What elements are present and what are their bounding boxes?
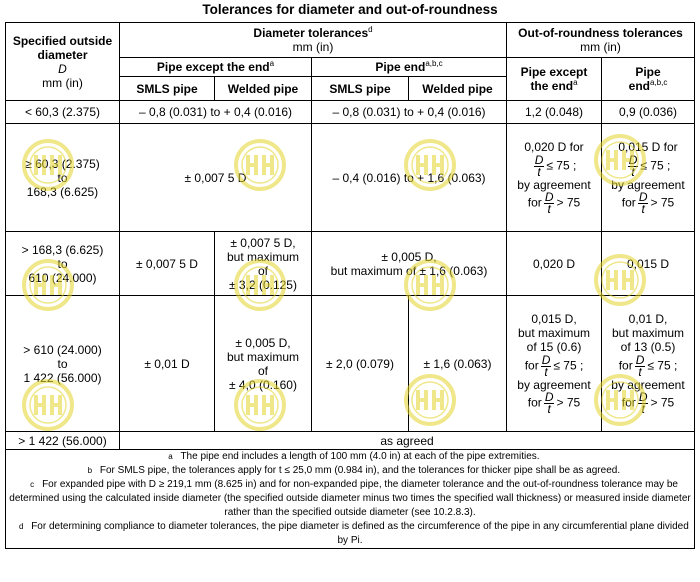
ratio-le-75: ≤ 75 ; (546, 158, 577, 173)
ratio-le-75: ≤ 75 ; (647, 358, 678, 373)
row3-od-l3: 610 (24.000) (28, 270, 97, 285)
footnote-text: The pipe end includes a length of 100 mm (4.0 in) at each of the pipe extremities. (180, 451, 540, 462)
row1-end-tolerance: – 0,8 (0.031) to + 0,4 (0.016) (312, 101, 507, 124)
footnote-c (8, 478, 692, 520)
row4-smls-body: ± 0,01 D (120, 296, 215, 432)
footnote-mark: b (87, 466, 93, 475)
footnote-text: For SMLS pipe, the tolerances apply for t ≤ 25,0 mm (0.984 in), and the tolerances for thicker pipe shall be as agreed. (99, 465, 621, 476)
ratio-fraction (534, 155, 545, 178)
ratio-fraction (635, 355, 646, 378)
row4-oor-body-l3: of 15 (0.6) (526, 340, 582, 354)
fraction-numerator: D (544, 390, 554, 404)
header-smls-body: SMLS pipe (120, 77, 215, 101)
row4-oor-end (602, 296, 695, 432)
row4-oor-end-l1: 0,01 D, (628, 312, 668, 326)
ratio-fraction (544, 392, 555, 415)
header-oor-end (602, 58, 695, 101)
fraction-denominator: t (537, 165, 541, 179)
row4-oor-end-l3: of 13 (0.5) (620, 340, 676, 354)
fraction-denominator: t (547, 202, 551, 216)
row4-welded-l2: but maximum (226, 349, 300, 364)
ratio-gt-75: > 75 (650, 395, 675, 410)
fraction-numerator: D (638, 390, 648, 404)
row2-oor-body (507, 124, 602, 232)
fraction-numerator: D (534, 153, 544, 167)
fraction-numerator: D (544, 190, 554, 204)
header-od-symbol: D (58, 61, 67, 76)
fraction-numerator: D (638, 190, 648, 204)
header-pipe-end-label: Pipe end (375, 60, 426, 74)
row3-od-l2: to (57, 256, 68, 271)
fraction-denominator: t (638, 365, 642, 379)
row5-as-agreed: as agreed (120, 432, 695, 450)
for-label: for (618, 358, 633, 373)
ratio-fraction (638, 192, 649, 215)
fraction-denominator: t (547, 402, 551, 416)
header-diameter-tolerances-label: Diameter tolerances (253, 26, 369, 40)
ratio-le-75: ≤ 75 ; (640, 158, 671, 173)
ratio-fraction (544, 192, 555, 215)
for-label: for (524, 358, 539, 373)
row3-od (6, 232, 120, 296)
fraction-numerator: D (541, 353, 551, 367)
row3-welded-l1: ± 0,007 5 D, (230, 235, 296, 250)
header-oor-label: Out-of-roundness tolerances (518, 26, 683, 40)
header-oor-end-l1: Pipe (635, 65, 661, 79)
row4-welded-body (215, 296, 312, 432)
row4-oor-body (507, 296, 602, 432)
footnote-mark: c (30, 480, 35, 489)
row2-end-tolerance: – 0,4 (0.016) to + 1,6 (0.063) (312, 124, 507, 232)
row2-oor-end (602, 124, 695, 232)
row2-od (6, 124, 120, 232)
footnote-text: For determining compliance to diameter tolerances, the pipe diameter is defined as the circumference of the pipe in any circumferential plane divided by Pi. (31, 521, 689, 546)
row2-od-l1: ≥ 60,3 (2.375) (25, 156, 100, 171)
row3-smls-body: ± 0,007 5 D (120, 232, 215, 296)
row3-end-l1: ± 0,005 D, (381, 249, 437, 264)
header-specified-od-label: Specified outside diameter (12, 33, 113, 62)
header-pipe-end (312, 58, 507, 77)
ratio-le-75: ≤ 75 ; (553, 358, 584, 373)
row4-welded-end: ± 1,6 (0.063) (409, 296, 507, 432)
row4-welded-l3: of (257, 363, 268, 378)
row4-welded-l1: ± 0,005 D, (235, 335, 291, 350)
row4-smls-end: ± 2,0 (0.079) (312, 296, 409, 432)
header-diameter-tolerances (120, 23, 507, 58)
row1-body-tolerance: – 0,8 (0.031) to + 0,4 (0.016) (120, 101, 312, 124)
header-diameter-unit: mm (in) (292, 40, 334, 54)
row1-od: < 60,3 (2.375) (6, 101, 120, 124)
footnote-d (8, 520, 692, 548)
footnote-ref-d: d (368, 25, 373, 34)
footnote-ref-a: a (269, 59, 275, 68)
row2-od-l3: 168,3 (6.625) (26, 184, 99, 199)
row4-od-l1: > 610 (24.000) (23, 342, 102, 357)
table-title: Tolerances for diameter and out-of-roundness (202, 2, 498, 17)
row4-oor-body-l2: but maximum (517, 326, 591, 340)
row1-oor-body: 1,2 (0.048) (507, 101, 602, 124)
header-specified-od (6, 23, 120, 101)
row2-od-l2: to (57, 170, 68, 185)
header-pipe-except-end-label: Pipe except the end (156, 60, 270, 74)
footnotes (6, 450, 695, 549)
fraction-numerator: D (635, 353, 645, 367)
footnote-text: For expanded pipe with D ≥ 219,1 mm (8.625 in) and for non-expanded pipe, the diameter tolerance and the out-of-roundness tolerance may be determined using the calculated inside diameter (the specified outside diameter minus two times the specified wall thickness) or measured inside diameter rather than the specified outside diameter (see 10.2.8.3). (9, 479, 691, 518)
header-oor-except-end (507, 58, 602, 101)
header-oor-end-l2: end (628, 79, 650, 93)
for-label: for (621, 195, 636, 210)
ratio-gt-75: > 75 (556, 395, 581, 410)
header-oor-tolerances (507, 23, 695, 58)
row2-body-tolerance: ± 0,007 5 D (120, 124, 312, 232)
footnote-ref-abc-oor: a,b,c (650, 78, 668, 87)
fraction-numerator: D (628, 153, 638, 167)
by-agreement-label: by agreement (611, 378, 685, 392)
fraction-denominator: t (544, 365, 548, 379)
row3-welded-l3: of (257, 263, 268, 278)
header-oor-unit: mm (in) (580, 40, 621, 54)
row4-welded-l4: ± 4,0 (0.160) (229, 377, 297, 392)
by-agreement-label: by agreement (517, 378, 591, 392)
row5-od: > 1 422 (56.000) (6, 432, 120, 450)
ratio-fraction (628, 155, 639, 178)
ratio-fraction (541, 355, 552, 378)
row3-oor-end: 0,015 D (602, 232, 695, 296)
header-welded-end: Welded pipe (409, 77, 507, 101)
header-pipe-except-end (120, 58, 312, 77)
footnote-ref-a-oor: a (573, 78, 578, 87)
fraction-denominator: t (631, 165, 635, 179)
fraction-denominator: t (641, 402, 645, 416)
for-label: for (621, 395, 636, 410)
row4-oor-end-l2: but maximum (611, 326, 685, 340)
row3-oor-body: 0,020 D (507, 232, 602, 296)
row4-od-l3: 1 422 (56.000) (23, 370, 102, 385)
ratio-fraction (638, 392, 649, 415)
by-agreement-label: by agreement (611, 178, 685, 192)
header-welded-body: Welded pipe (215, 77, 312, 101)
for-label: for (527, 195, 542, 210)
by-agreement-label: by agreement (517, 178, 591, 192)
row4-od (6, 296, 120, 432)
footnote-a (8, 450, 692, 464)
header-oor-except-end-l1: Pipe except (520, 65, 588, 79)
header-od-unit: mm (in) (42, 75, 83, 90)
row3-od-l1: > 168,3 (6.625) (21, 242, 104, 257)
row1-oor-end: 0,9 (0.036) (602, 101, 695, 124)
row3-end-tolerance (312, 232, 507, 296)
row3-welded-l4: ± 3,2 (0.125) (229, 277, 297, 292)
for-label: for (527, 395, 542, 410)
row4-oor-body-l1: 0,015 D, (531, 312, 577, 326)
fraction-denominator: t (641, 202, 645, 216)
row2-oor-end-l1: 0,015 D for (618, 140, 678, 154)
row3-welded-l2: but maximum (226, 249, 300, 264)
tolerance-table (5, 22, 695, 549)
footnote-mark: d (18, 522, 24, 531)
row4-od-l2: to (57, 356, 68, 371)
ratio-gt-75: > 75 (556, 195, 581, 210)
row3-welded-body (215, 232, 312, 296)
header-oor-except-end-l2: the end (530, 79, 574, 93)
row2-oor-body-l1: 0,020 D for (524, 140, 584, 154)
footnote-mark: a (168, 452, 173, 461)
row3-end-l2: but maximum of ± 1,6 (0.063) (330, 263, 488, 278)
ratio-gt-75: > 75 (650, 195, 675, 210)
footnote-b (8, 464, 692, 478)
footnote-ref-abc: a,b,c (425, 59, 443, 68)
header-smls-end: SMLS pipe (312, 77, 409, 101)
